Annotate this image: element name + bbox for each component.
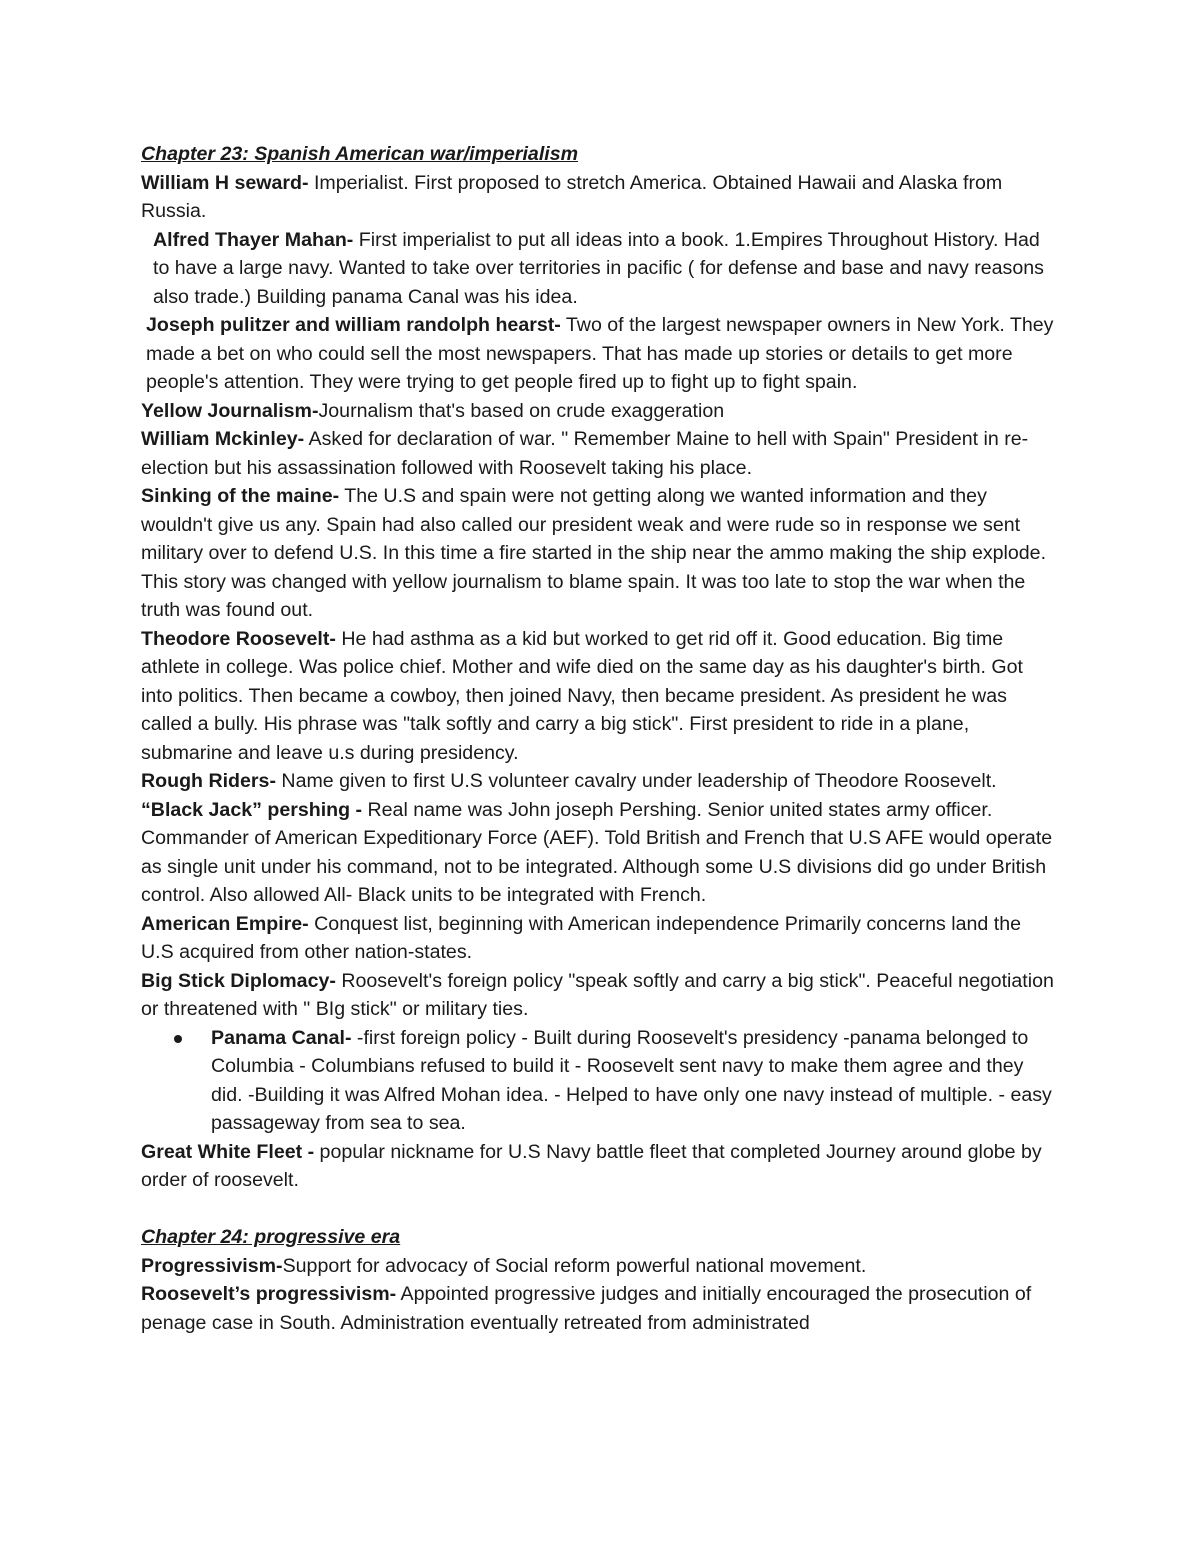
entry-pershing [141, 796, 1056, 910]
entry-mahan [141, 226, 1056, 312]
list-item [211, 1024, 1056, 1138]
document-page [141, 140, 1056, 1337]
entry-text: Imperialist. First proposed to stretch America. Obtained Hawaii and Alaska from Russia. [141, 171, 1003, 222]
entry-text: Conquest list, beginning with American independence Primarily concerns land the U.S acquired from other nation-states. [141, 912, 1022, 963]
entry-text: The U.S and spain were not getting along we wanted information and they wouldn't give us any. Spain had also called our president weak and were rude so in response we sent military over to defend U.S. In this time a fire started in the ship near the ammo making the ship explode. This story was changed with yellow journalism to blame spain. It was too late to stop the war when the truth was found out. [141, 485, 1047, 621]
entry-term: Great White Fleet - [141, 1140, 315, 1163]
entry-term: “Black Jack” pershing - [141, 798, 363, 821]
entry-roosevelt [141, 625, 1056, 768]
entry-text: Appointed progressive judges and initially encouraged the prosecution of penage case in South. Administration eventually retreated from administrated [141, 1283, 1032, 1334]
entry-american-empire [141, 910, 1056, 967]
entry-term: Big Stick Diplomacy- [141, 969, 336, 992]
entry-text: Real name was John joseph Pershing. Senior united states army officer. Commander of American Expeditionary Force (AEF). Told British and French that U.S AFE would operate as single unit under his command, not to be integrated. Although some U.S divisions did go under British control. Also allowed All- Black units to be integrated with French. [141, 798, 1053, 906]
entry-text: He had asthma as a kid but worked to get rid off it. Good education. Big time athlete in college. Was police chief. Mother and wife died on the same day as his daughter's birth. Got into politics. Then became a cowboy, then joined Navy, then became president. As president he was called a bully. His phrase was "talk softly and carry a big stick". First president to ride in a plane, submarine and leave u.s during presidency. [141, 627, 1023, 764]
entry-term: Alfred Thayer Mahan- [153, 228, 354, 251]
entry-term: Yellow Journalism- [141, 399, 319, 422]
entry-term: Progressivism- [141, 1254, 283, 1277]
chapter-24-heading: Chapter 24: progressive era [141, 1226, 401, 1248]
entry-mckinley [141, 425, 1056, 482]
entry-text: -first foreign policy - Built during Roosevelt's presidency -panama belonged to Columbia - Columbians refused to build it - Roosevelt sent navy to make them agree and they did. -Building it was Alfred Mohan idea. - Helped to have only one navy instead of multiple. - easy passageway from sea to sea. [211, 1026, 1052, 1134]
entry-text: Two of the largest newspaper owners in New York. They made a bet on who could sell the most newspapers. That has made up stories or details to get more people's attention. They were trying to get people fired up to fight up to fight spain. [146, 314, 1054, 393]
entry-progressivism [141, 1252, 1056, 1281]
entry-great-white-fleet [141, 1138, 1056, 1195]
entry-text: Name given to first U.S volunteer cavalry under leadership of Theodore Roosevelt. [275, 770, 997, 792]
entry-term: William H seward- [141, 171, 309, 194]
entry-term: Rough Riders- [141, 770, 276, 792]
entry-term: Roosevelt’s progressivism- [141, 1283, 397, 1305]
entry-text: Roosevelt's foreign policy "speak softly and carry a big stick". Peaceful negotiation or threatened with " BIg stick" or military ties. [141, 969, 1054, 1020]
entry-term: American Empire- [141, 912, 309, 935]
entry-yellow-journalism [141, 397, 1056, 426]
bullet-list [141, 1024, 1056, 1138]
chapter-23-heading: Chapter 23: Spanish American war/imperialism [141, 143, 579, 165]
entry-term: Joseph pulitzer and william randolph hearst- [146, 314, 561, 336]
entry-text: popular nickname for U.S Navy battle fleet that completed Journey around globe by order of roosevelt. [141, 1140, 1042, 1191]
entry-seward [141, 169, 1056, 226]
entry-text: First imperialist to put all ideas into a book. 1.Empires Throughout History. Had to have a large navy. Wanted to take over territories in pacific ( for defense and base and navy reasons also trade.) Building panama Canal was his idea. [153, 228, 1044, 308]
entry-text: Journalism that's based on crude exaggeration [318, 399, 725, 422]
bullet-dot-icon [174, 1035, 182, 1043]
entry-rough-riders [141, 767, 1056, 796]
entry-term: Panama Canal- [211, 1026, 352, 1049]
entry-pulitzer-hearst [141, 311, 1056, 397]
entry-text: Asked for declaration of war. " Remember Maine to hell with Spain" President in re-election but his assassination followed with Roosevelt taking his place. [141, 428, 1029, 479]
entry-roosevelt-progressivism [141, 1280, 1056, 1337]
entry-big-stick [141, 967, 1056, 1024]
entry-term: Theodore Roosevelt- [141, 627, 336, 650]
section-spacer [141, 1195, 1056, 1224]
entry-text: Support for advocacy of Social reform powerful national movement. [282, 1254, 867, 1277]
entry-term: William Mckinley- [141, 428, 305, 450]
entry-sinking-maine [141, 482, 1056, 625]
entry-term: Sinking of the maine- [141, 485, 340, 507]
